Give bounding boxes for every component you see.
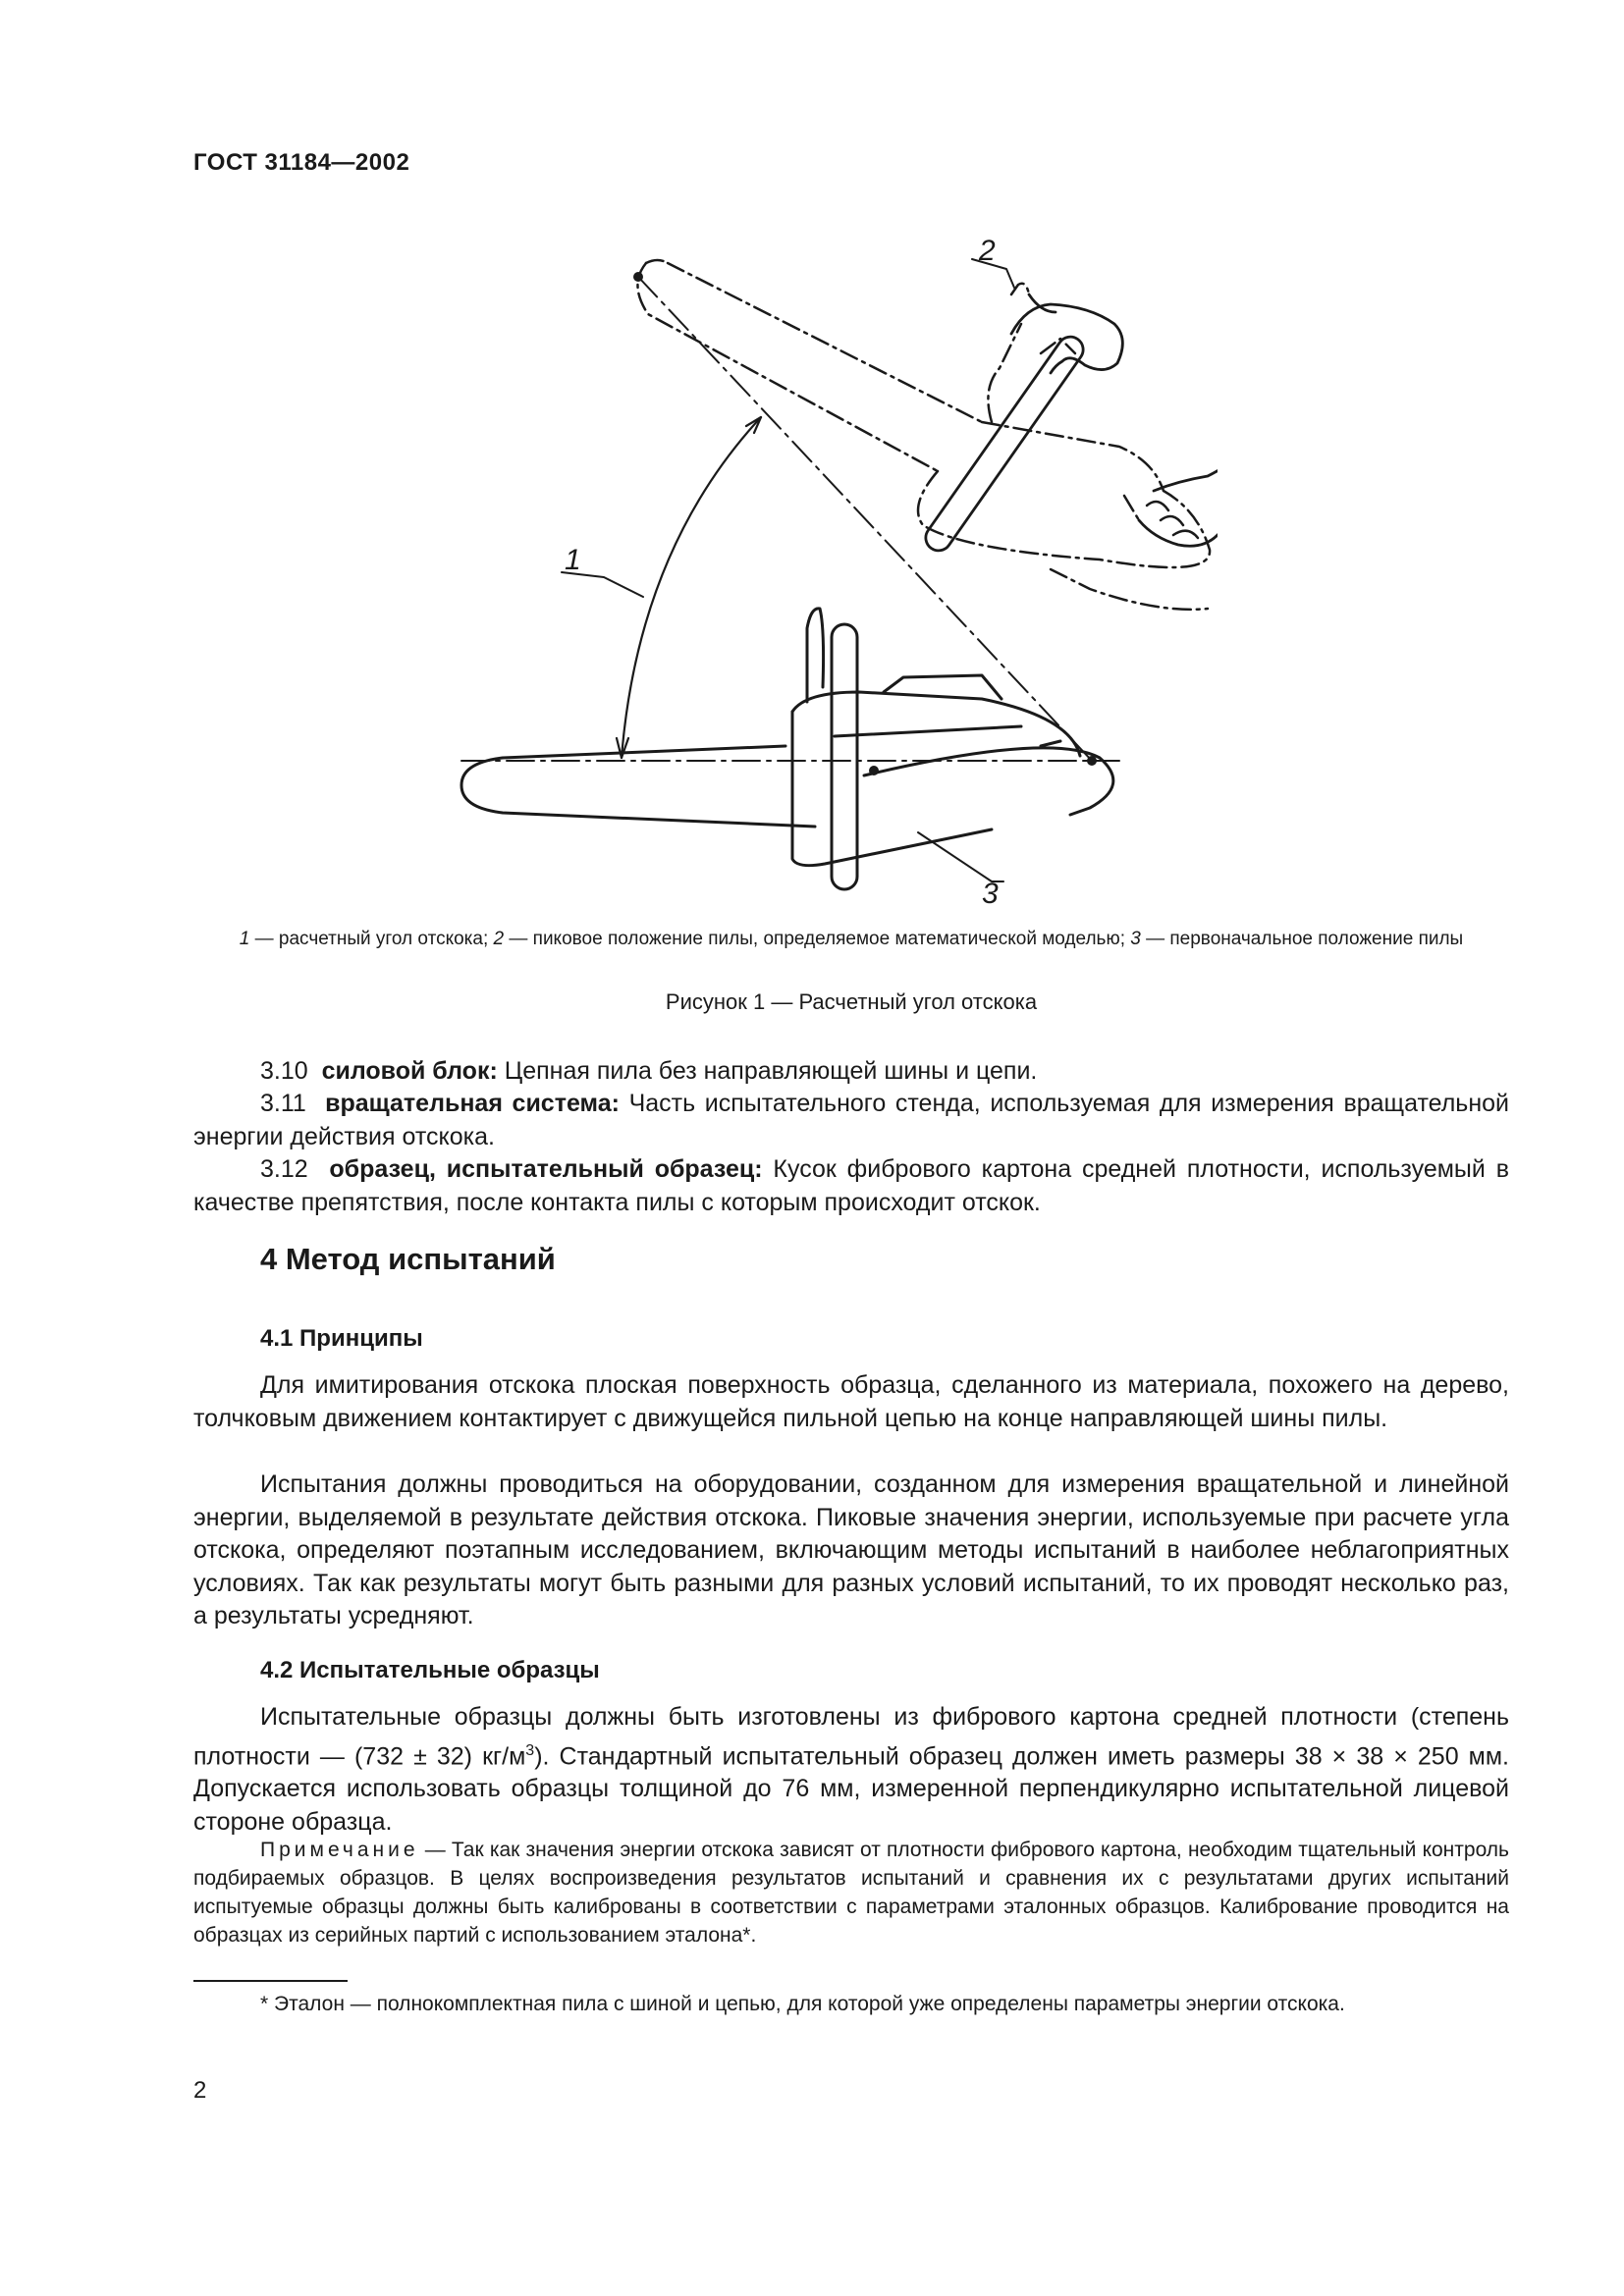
figure-legend: 1 — расчетный угол отскока; 2 — пиковое положение пилы, определяемое математической моделью; 3 — первоначальное положение пилы (239, 929, 1464, 949)
kickback-angle-figure (432, 221, 1218, 908)
section-4-2-note: Примечание — Так как значения энергии отскока зависят от плотности фибрового картона, необходим тщательный контроль подбираемых образцов. В целях воспроизведения результатов испытаний и сравнения их с результатами других испытаний испытуемые образцы должны быть калиброваны в соответствии с параметрами эталонных образцов. Калибрование проводится на образцах из серийных партий с использованием эталона*. (193, 1839, 1509, 1947)
document-header: ГОСТ 31184—2002 (193, 149, 410, 176)
section-4-2-paragraph-1: Испытательные образцы должны быть изготовлены из фибрового картона средней плотности (степень плотности — (732 ± 32) $кг/м^3$). Стандартный испытательный образец должен иметь размеры 38 × 38 × 250 мм. Допускается использовать образцы толщиной до 76 мм, измеренной перпендикулярно испытательной лицевой стороне образца. (193, 1703, 1509, 1836)
kickback-angle-arc (622, 417, 761, 758)
figure-label-1: 1 (565, 544, 581, 576)
section-4-1-title: 4.1 Принципы (260, 1325, 423, 1352)
footnote-separator (193, 1980, 348, 1982)
definition-3-11: 3.11 вращательная система: Часть испытательного стенда, используемая для измерения вращательной энергии действия отскока. (193, 1090, 1509, 1150)
figure-caption: Рисунок 1 — Расчетный угол отскока (665, 989, 1038, 1014)
initial-saw-drawing (461, 609, 1113, 889)
figure-label-3: 3 (982, 878, 999, 908)
figure-label-2: 2 (979, 235, 996, 267)
definition-3-10: 3.10 силовой блок: Цепная пила без направляющей шины и цепи. (260, 1057, 1038, 1085)
section-4-1-paragraph-2: Испытания должны проводиться на оборудовании, созданном для измерения вращательной и линейной энергии, выделяемой в результате действия отскока. Пиковые значения энергии, используемые при расчете угла отскока, определяют поэтапным исследованием, включающим методы испытаний в наиболее неблагоприятных условиях. Так как результаты могут быть разными для разных условий испытаний, то их проводят несколько раз, а результаты усредняют. (193, 1470, 1509, 1629)
peak-saw-drawing (637, 260, 1210, 610)
footnote: * Эталон — полнокомплектная пила с шиной и цепью, для которой уже определены параметры энергии отскока. (260, 1993, 1345, 2015)
page-number: 2 (193, 2077, 207, 2104)
section-4-1-paragraph-1: Для имитирования отскока плоская поверхность образца, сделанного из материала, похожего на дерево, толчковым движением контактирует с движущейся пильной цепью на конце направляющей шины пилы. (193, 1371, 1509, 1432)
definition-3-12: 3.12 образец, испытательный образец: Кусок фибрового картона средней плотности, используемый в качестве препятствия, после контакта пилы с которым происходит отскок. (193, 1155, 1509, 1216)
section-4-title: 4 Метод испытаний (260, 1242, 556, 1276)
section-4-2-title: 4.2 Испытательные образцы (260, 1657, 600, 1683)
right-hand-drawing (1139, 442, 1218, 546)
